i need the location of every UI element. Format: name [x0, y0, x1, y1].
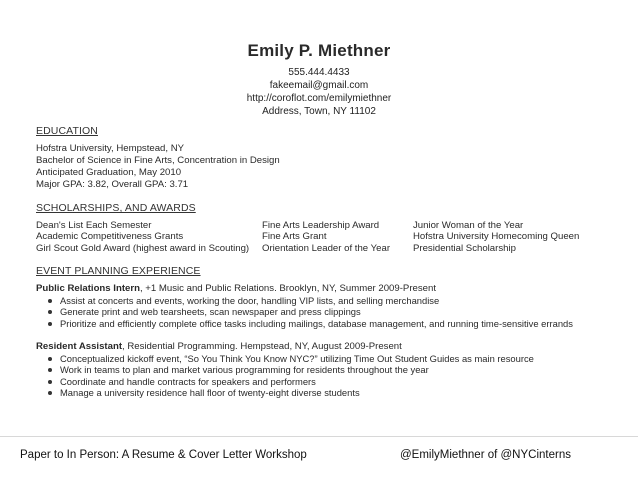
- job-title: Resident Assistant: [36, 341, 123, 352]
- scholarships-heading: SCHOLARSHIPS, AND AWARDS: [36, 202, 196, 214]
- awards-column-1: [36, 220, 249, 254]
- list-item: Work in teams to plan and market various programming for residents throughout the year: [46, 364, 534, 375]
- education-line: Anticipated Graduation, May 2010: [36, 167, 182, 178]
- list-item: Conceptualized kickoff event, “So You Think You Know NYC?” utilizing Time Out Student Guides as main resource: [46, 353, 534, 364]
- job-bullets: [46, 353, 534, 398]
- job-detail: , +1 Music and Public Relations. Brooklyn, NY, Summer 2009-Present: [139, 283, 436, 294]
- award-item: Presidential Scholarship: [413, 242, 516, 254]
- award-item: Academic Competitiveness Grants: [36, 231, 184, 243]
- education-line: Major GPA: 3.82, Overall GPA: 3.71: [36, 179, 189, 190]
- contact-url: http://coroflot.com/emilymiethner: [246, 93, 392, 104]
- award-item: Fine Arts Grant: [262, 231, 327, 243]
- job-title-line: [36, 341, 402, 352]
- contact-email: fakeemail@gmail.com: [269, 80, 369, 91]
- event-planning-heading: EVENT PLANNING EXPERIENCE: [36, 265, 201, 277]
- education-line: Bachelor of Science in Fine Arts, Concentration in Design: [36, 155, 280, 166]
- contact-phone: 555.444.4433: [288, 67, 350, 78]
- footer-handle: @EmilyMiethner of @NYCinterns: [400, 449, 571, 461]
- education-line: Hofstra University, Hempstead, NY: [36, 143, 185, 154]
- job-title-line: [36, 283, 436, 294]
- awards-column-2: [262, 220, 390, 254]
- award-item: Fine Arts Leadership Award: [262, 220, 380, 231]
- job-detail: , Residential Programming. Hempstead, NY, August 2009-Present: [122, 341, 402, 352]
- contact-block: [0, 66, 638, 118]
- education-heading: EDUCATION: [36, 125, 98, 137]
- list-item: Generate print and web tearsheets, scan newspaper and press clippings: [46, 306, 573, 317]
- list-item: Coordinate and handle contracts for speakers and performers: [46, 376, 534, 387]
- awards-column-3: [413, 220, 579, 254]
- award-item: Girl Scout Gold Award (highest award in Scouting): [36, 242, 250, 254]
- job-title: Public Relations Intern: [36, 283, 140, 294]
- job-bullets: [46, 295, 573, 329]
- slide-footer: [0, 436, 638, 480]
- footer-title: Paper to In Person: A Resume & Cover Letter Workshop: [20, 449, 307, 461]
- list-item: Manage a university residence hall floor of twenty-eight diverse students: [46, 387, 534, 398]
- award-item: Orientation Leader of the Year: [262, 242, 391, 254]
- contact-address: Address, Town, NY 11102: [262, 106, 376, 117]
- list-item: Assist at concerts and events, working the door, handling VIP lists, and selling merchandise: [46, 295, 573, 306]
- award-item: Hofstra University Homecoming Queen: [413, 231, 580, 243]
- award-item: Junior Woman of the Year: [413, 220, 524, 231]
- list-item: Prioritize and efficiently complete office tasks including mailings, database management, and running time-sensitive errands: [46, 318, 573, 329]
- resume-name: Emily P. Miethner: [247, 41, 391, 60]
- award-item: Dean's List Each Semester: [36, 220, 152, 231]
